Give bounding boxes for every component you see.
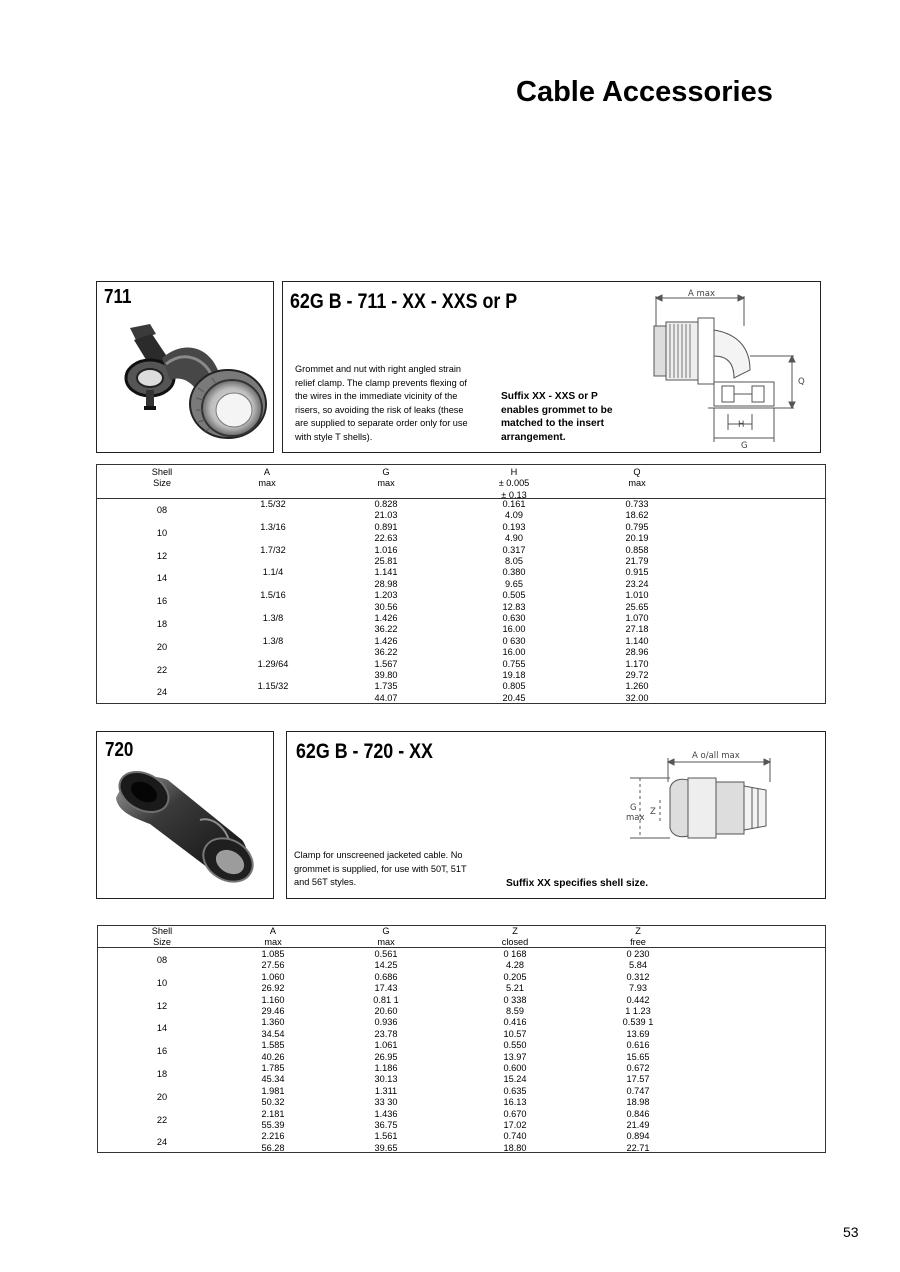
suffix-line: Suffix XX specifies shell size. <box>506 878 649 889</box>
col-header-a: A max <box>258 467 276 489</box>
shell-size: 16 <box>156 596 168 607</box>
table-row <box>97 681 825 704</box>
dim-label-max: max <box>626 813 645 823</box>
table-row <box>98 1063 825 1086</box>
shell-size: 12 <box>156 1000 168 1011</box>
product-photo-720 <box>104 768 264 888</box>
value-z-free: 0.616 15.65 <box>626 1040 650 1062</box>
shell-size: 22 <box>156 664 168 675</box>
shell-size: 10 <box>156 527 168 538</box>
shell-size: 24 <box>156 1137 168 1148</box>
dim-label-q: Q <box>798 377 805 387</box>
value-q: 1.170 29.72 <box>625 658 649 680</box>
value-z-closed: 0.740 18.80 <box>503 1131 527 1153</box>
dimension-table-711 <box>96 464 826 704</box>
value-g: 0.686 17.43 <box>374 971 398 994</box>
page-title: Cable Accessories <box>516 76 773 108</box>
value-q: 1.140 28.96 <box>625 635 649 658</box>
suffix-note-711 <box>501 390 661 444</box>
value-g: 1.141 28.98 <box>374 567 398 589</box>
value-a: 1.3/16 <box>260 521 286 532</box>
value-z-free: 0 230 5.84 <box>626 949 650 971</box>
value-a: 1.360 34.54 <box>261 1017 285 1039</box>
col-header-g: G max <box>377 467 395 489</box>
value-a: 1.585 40.26 <box>261 1040 285 1062</box>
value-a: 1.3/8 <box>262 613 284 623</box>
product-code-711: 711 <box>104 286 132 308</box>
col-header-h: H ± 0.005 ± 0.13 <box>498 467 530 500</box>
page-number: 53 <box>843 1224 859 1240</box>
table-row <box>97 636 825 659</box>
value-q: 0.733 18.62 <box>625 499 649 521</box>
product-code-720: 720 <box>105 739 134 761</box>
shell-size: 22 <box>156 1114 168 1125</box>
table-row <box>98 995 825 1018</box>
dim-label-a: A o/all max <box>692 751 740 761</box>
value-h: 0.161 4.09 <box>502 499 526 521</box>
value-g: 0.81 1 20.60 <box>373 994 399 1016</box>
col-header-q: Q max <box>628 467 646 489</box>
value-z-free: 0.747 18.98 <box>626 1085 650 1108</box>
value-q: 1.070 27.18 <box>625 613 649 635</box>
value-g: 0.891 22.63 <box>374 521 398 544</box>
col-header-z-free: Z free <box>630 926 646 948</box>
table-row <box>97 567 825 590</box>
table-row <box>97 659 825 682</box>
col-header-z-closed: Z closed <box>501 926 529 948</box>
shell-size: 12 <box>156 550 168 561</box>
table-row <box>98 1086 825 1109</box>
description-line: Clamp for unscreened jacketed cable. No <box>294 850 463 860</box>
value-z-closed: 0.670 17.02 <box>503 1108 527 1130</box>
value-g: 1.061 26.95 <box>374 1040 398 1062</box>
description-line: risers, so avoiding the risk of leaks (these <box>295 404 464 415</box>
col-header-g: G max <box>377 926 395 948</box>
value-a: 1.5/16 <box>260 590 286 601</box>
table-row <box>97 545 825 568</box>
value-g: 1.436 36.75 <box>374 1108 398 1130</box>
value-z-closed: 0.635 16.13 <box>503 1085 527 1108</box>
value-z-free: 0.672 17.57 <box>626 1063 650 1085</box>
value-a: 2.216 56.28 <box>261 1131 285 1153</box>
table-row <box>97 590 825 613</box>
value-a: 1.15/32 <box>257 681 289 692</box>
value-g: 1.203 30.56 <box>374 590 398 612</box>
description-720 <box>294 849 494 890</box>
value-a: 1.060 26.92 <box>261 971 285 994</box>
value-h: 0.505 12.83 <box>502 590 526 612</box>
dim-label-g: G <box>630 803 637 813</box>
value-g: 1.426 36.22 <box>374 613 398 635</box>
table-row <box>98 949 825 972</box>
table-row <box>98 972 825 995</box>
table-row <box>98 1017 825 1040</box>
dimension-table-720 <box>97 925 826 1153</box>
dimension-drawing-720 <box>616 744 794 844</box>
value-g: 0.828 21.03 <box>374 499 398 521</box>
value-g: 1.567 39.80 <box>374 658 398 680</box>
description-line: relief clamp. The clamp prevents flexing of <box>295 377 467 388</box>
value-z-closed: 0.416 10.57 <box>503 1017 527 1039</box>
shell-size: 08 <box>156 505 168 515</box>
value-g: 1.735 44.07 <box>374 681 398 703</box>
table-row <box>98 1131 825 1154</box>
value-a: 1.085 27.56 <box>261 949 285 971</box>
shell-size: 08 <box>156 955 168 965</box>
value-a: 2.181 55.39 <box>261 1108 285 1130</box>
shell-size: 20 <box>156 1091 168 1102</box>
value-q: 1.260 32.00 <box>625 681 649 703</box>
suffix-line: Suffix XX - XXS or P <box>501 391 598 402</box>
shell-size: 10 <box>156 977 168 988</box>
part-number-711: 62G B - 711 - XX - XXS or P <box>290 290 518 313</box>
value-q: 0.795 20.19 <box>625 521 649 544</box>
table-row <box>97 522 825 545</box>
product-photo-711 <box>116 318 268 446</box>
value-a: 1.3/8 <box>262 635 284 646</box>
value-z-free: 0.846 21.49 <box>626 1108 650 1130</box>
dim-label-a: A max <box>688 289 716 299</box>
value-z-free: 0.442 1 1.23 <box>625 994 651 1016</box>
value-h: 0 630 16.00 <box>502 635 526 658</box>
description-line: grommet is supplied, for use with 50T, 51T <box>294 863 467 874</box>
table-row <box>98 1109 825 1132</box>
description-line: the wires in the immediate vicinity of the <box>295 391 458 402</box>
value-g: 0.936 23.78 <box>374 1017 398 1039</box>
suffix-line: arrangement. <box>501 431 566 443</box>
value-z-closed: 0 168 4.28 <box>503 949 527 971</box>
table-header <box>97 465 825 499</box>
value-h: 0.630 16.00 <box>502 613 526 635</box>
description-711 <box>295 363 495 445</box>
value-z-free: 0.539 1 13.69 <box>622 1017 654 1039</box>
value-z-closed: 0.205 5.21 <box>503 971 527 994</box>
value-z-closed: 0.600 15.24 <box>503 1063 527 1085</box>
col-header-shell-size: Shell Size <box>151 467 173 489</box>
table-row <box>98 1040 825 1063</box>
shell-size: 24 <box>156 687 168 698</box>
description-line: Grommet and nut with right angled strain <box>295 364 461 374</box>
value-h: 0.193 4.90 <box>502 521 526 544</box>
value-h: 0.755 19.18 <box>502 658 526 680</box>
shell-size: 14 <box>156 573 168 584</box>
value-g: 1.016 25.81 <box>374 544 398 566</box>
table-row <box>97 613 825 636</box>
shell-size: 16 <box>156 1046 168 1057</box>
col-header-a: A max <box>264 926 282 948</box>
value-g: 1.186 30.13 <box>374 1063 398 1085</box>
value-a: 1.7/32 <box>260 544 286 555</box>
value-a: 1.5/32 <box>260 499 286 509</box>
value-z-free: 0.894 22.71 <box>626 1131 650 1153</box>
value-h: 0.380 9.65 <box>502 567 526 589</box>
col-header-shell-size: Shell Size <box>151 926 173 948</box>
value-q: 0.858 21.79 <box>625 544 649 566</box>
shell-size: 18 <box>156 619 168 629</box>
part-number-720: 62G B - 720 - XX <box>296 740 433 763</box>
value-a: 1.981 50.32 <box>261 1085 285 1108</box>
dim-label-h: H <box>738 420 745 430</box>
suffix-note-720 <box>506 877 706 891</box>
value-z-free: 0.312 7.93 <box>626 971 650 994</box>
value-a: 1.785 45.34 <box>261 1063 285 1085</box>
dimension-drawing-711 <box>648 286 818 450</box>
suffix-line: enables grommet to be <box>501 404 613 416</box>
description-line: with style T shells). <box>295 431 373 442</box>
table-row <box>97 499 825 522</box>
value-h: 0.317 8.05 <box>502 544 526 566</box>
value-g: 1.311 33 30 <box>374 1085 398 1108</box>
dim-label-z: Z <box>650 807 656 817</box>
shell-size: 14 <box>156 1023 168 1034</box>
value-z-closed: 0.550 13.97 <box>503 1040 527 1062</box>
description-line: and 56T styles. <box>294 877 357 888</box>
suffix-line: matched to the insert <box>501 418 605 430</box>
value-q: 0.915 23.24 <box>625 567 649 589</box>
dim-label-g: G <box>741 441 748 450</box>
value-h: 0.805 20.45 <box>502 681 526 703</box>
value-g: 1.426 36.22 <box>374 635 398 658</box>
table-header <box>98 926 825 948</box>
shell-size: 18 <box>156 1069 168 1079</box>
value-a: 1.160 29.46 <box>261 994 285 1016</box>
description-line: are supplied to separate order only for use <box>295 418 468 429</box>
value-a: 1.29/64 <box>257 658 289 669</box>
shell-size: 20 <box>156 641 168 652</box>
value-g: 0.561 14.25 <box>374 949 398 971</box>
value-q: 1.010 25.65 <box>625 590 649 612</box>
value-a: 1.1/4 <box>262 567 284 578</box>
value-z-closed: 0 338 8.59 <box>503 994 527 1016</box>
value-g: 1.561 39.65 <box>374 1131 398 1153</box>
